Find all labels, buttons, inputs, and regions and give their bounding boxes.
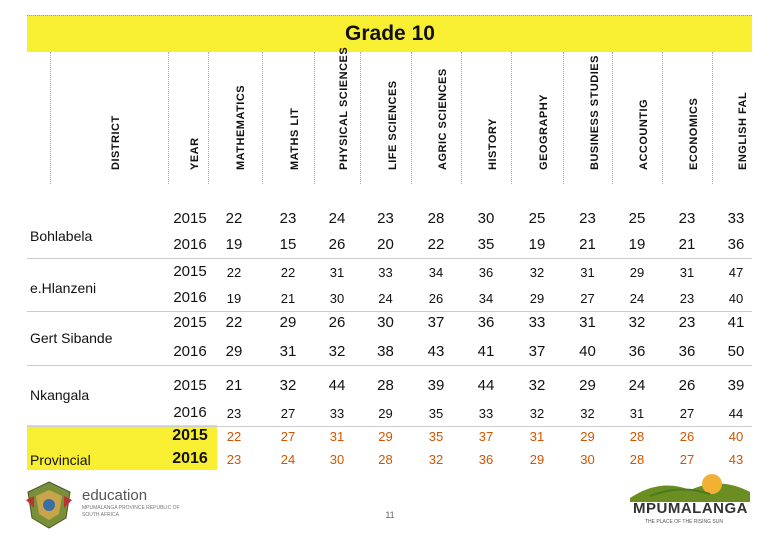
score-cell: 31 [579, 314, 596, 331]
score-cell: 26 [328, 314, 346, 331]
subject-economics-header: ECONOMICS [688, 97, 700, 170]
score-cell: 19 [528, 236, 546, 253]
score-cell: 43 [728, 452, 744, 467]
score-cell: 33 [329, 406, 345, 421]
district-label: Gert Sibande [30, 330, 113, 346]
score-cell: 37 [427, 314, 445, 331]
score-cell: 29 [279, 314, 297, 331]
page-title: Grade 10 [345, 22, 435, 45]
score-cell: 32 [580, 406, 595, 421]
score-cell: 31 [329, 429, 345, 444]
year-cell: 2016 [173, 404, 207, 421]
score-cell: 36 [477, 314, 495, 331]
row-divider [27, 258, 752, 259]
score-cell: 41 [477, 343, 495, 360]
score-cell: 32 [428, 452, 444, 467]
score-cell: 21 [678, 236, 696, 253]
score-cell: 32 [279, 377, 297, 394]
year-cell: 2015 [173, 210, 207, 227]
score-cell: 39 [427, 377, 445, 394]
score-cell: 31 [679, 265, 695, 280]
score-cell: 36 [727, 236, 745, 253]
score-cell: 29 [580, 429, 595, 444]
score-cell: 35 [428, 429, 444, 444]
score-cell: 32 [628, 314, 646, 331]
score-cell: 38 [377, 343, 394, 360]
score-cell: 32 [528, 377, 546, 394]
year-header: YEAR [189, 137, 201, 170]
score-cell: 29 [529, 291, 545, 306]
score-cell: 26 [328, 236, 346, 253]
subject-history-header: HISTORY [487, 118, 499, 170]
subject-agric-sciences-header: AGRIC SCIENCES [437, 68, 449, 170]
score-cell: 35 [477, 236, 495, 253]
score-cell: 26 [679, 429, 695, 444]
subject-english-fal-header: ENGLISH FAL [737, 91, 749, 170]
score-cell: 23 [579, 210, 596, 227]
district-header-cell [50, 52, 168, 184]
score-cell: 15 [279, 236, 297, 253]
score-cell: 29 [579, 377, 596, 394]
score-cell: 26 [678, 377, 696, 394]
subject-mathematics-header-cell [208, 52, 260, 184]
score-cell: 24 [280, 452, 296, 467]
score-cell: 37 [528, 343, 546, 360]
score-cell: 29 [378, 406, 393, 421]
score-cell: 27 [280, 429, 296, 444]
score-cell: 23 [226, 452, 242, 467]
score-cell: 30 [329, 452, 345, 467]
subject-life-sciences-header-cell [360, 52, 411, 184]
score-cell: 22 [226, 429, 242, 444]
score-cell: 19 [628, 236, 646, 253]
score-cell: 36 [478, 452, 494, 467]
subject-mathematics-header: MATHEMATICS [235, 84, 247, 170]
score-cell: 29 [529, 452, 545, 467]
year-cell: 2016 [173, 343, 207, 360]
score-cell: 27 [679, 452, 695, 467]
mpumalanga-logo-text: MPUMALANGA [633, 500, 748, 517]
coat-of-arms-icon [20, 478, 78, 535]
score-cell: 29 [629, 265, 645, 280]
year-cell: 2015 [172, 427, 208, 444]
score-cell: 29 [225, 343, 243, 360]
district-label: e.Hlanzeni [30, 280, 97, 296]
score-cell: 35 [428, 406, 444, 421]
year-cell: 2015 [173, 263, 207, 280]
district-label: Nkangala [30, 387, 90, 403]
score-cell: 39 [727, 377, 745, 394]
score-cell: 22 [280, 265, 296, 280]
score-cell: 19 [225, 236, 243, 253]
score-cell: 36 [478, 265, 494, 280]
district-label: Provincial [30, 452, 91, 468]
score-cell: 47 [728, 265, 744, 280]
subject-geography-header: GEOGRAPHY [538, 93, 550, 170]
score-cell: 30 [477, 210, 495, 227]
subject-maths-lit-header-cell [262, 52, 314, 184]
score-cell: 27 [280, 406, 296, 421]
score-cell: 33 [378, 265, 393, 280]
score-cell: 21 [225, 377, 243, 394]
score-cell: 23 [377, 210, 394, 227]
score-cell: 24 [628, 377, 646, 394]
score-cell: 24 [629, 291, 645, 306]
row-divider [27, 426, 752, 427]
subject-accountig-header-cell [612, 52, 662, 184]
score-cell: 24 [378, 291, 393, 306]
subject-english-fal-header-cell [712, 52, 760, 184]
score-cell: 34 [478, 291, 494, 306]
score-cell: 27 [580, 291, 595, 306]
score-cell: 31 [629, 406, 645, 421]
year-cell: 2016 [173, 289, 207, 306]
score-cell: 34 [428, 265, 444, 280]
score-cell: 31 [580, 265, 595, 280]
score-cell: 30 [329, 291, 345, 306]
score-cell: 40 [579, 343, 596, 360]
score-cell: 23 [226, 406, 242, 421]
score-cell: 28 [629, 452, 645, 467]
year-cell: 2015 [173, 314, 207, 331]
mpumalanga-logo-subtitle: THE PLACE OF THE RISING SUN [645, 519, 723, 525]
score-cell: 19 [226, 291, 242, 306]
subject-business-studies-header: BUSINESS STUDIES [588, 55, 601, 170]
row-divider [27, 365, 752, 366]
education-logo-subtitle: MPUMALANGA PROVINCE REPUBLIC OF SOUTH AFRICA [82, 505, 180, 518]
score-cell: 24 [328, 210, 346, 227]
subject-accountig-header: ACCOUNTIG [638, 98, 650, 170]
subject-economics-header-cell [662, 52, 712, 184]
score-cell: 23 [279, 210, 297, 227]
subject-physical-sciences-header: PHYSICAL SCIENCES [338, 46, 350, 170]
score-cell: 29 [378, 429, 393, 444]
subject-physical-sciences-header-cell [314, 46, 360, 184]
score-cell: 30 [377, 314, 394, 331]
score-cell: 36 [628, 343, 646, 360]
score-cell: 28 [629, 429, 645, 444]
score-cell: 31 [329, 265, 345, 280]
score-cell: 25 [528, 210, 546, 227]
score-cell: 33 [528, 314, 546, 331]
score-cell: 32 [529, 265, 545, 280]
score-cell: 36 [678, 343, 696, 360]
score-cell: 23 [679, 291, 695, 306]
score-cell: 41 [727, 314, 745, 331]
subject-maths-lit-header: MATHS LIT [289, 107, 301, 170]
score-cell: 28 [427, 210, 445, 227]
score-cell: 44 [328, 377, 346, 394]
row-divider [27, 311, 752, 312]
score-cell: 20 [377, 236, 394, 253]
score-cell: 30 [580, 452, 595, 467]
score-cell: 25 [628, 210, 646, 227]
subject-geography-header-cell [511, 52, 563, 184]
score-cell: 22 [226, 265, 242, 280]
score-cell: 37 [478, 429, 494, 444]
subject-history-header-cell [461, 52, 511, 184]
district-label: Bohlabela [30, 228, 93, 244]
score-cell: 21 [280, 291, 296, 306]
subject-life-sciences-header: LIFE SCIENCES [386, 80, 399, 170]
score-cell: 22 [225, 314, 243, 331]
score-cell: 22 [427, 236, 445, 253]
score-cell: 26 [428, 291, 444, 306]
score-cell: 32 [328, 343, 346, 360]
score-cell: 33 [478, 406, 494, 421]
year-cell: 2016 [173, 236, 207, 253]
year-header-cell [168, 52, 208, 184]
score-cell: 28 [378, 452, 393, 467]
score-cell: 32 [529, 406, 545, 421]
score-cell: 33 [727, 210, 745, 227]
score-cell: 44 [477, 377, 495, 394]
score-cell: 43 [427, 343, 445, 360]
year-cell: 2016 [172, 450, 208, 467]
score-cell: 28 [377, 377, 394, 394]
score-cell: 23 [678, 314, 696, 331]
score-cell: 21 [579, 236, 596, 253]
score-cell: 23 [678, 210, 696, 227]
page-number: 11 [385, 510, 395, 520]
score-cell: 31 [279, 343, 297, 360]
score-cell: 22 [225, 210, 243, 227]
score-cell: 50 [727, 343, 745, 360]
score-cell: 40 [728, 429, 744, 444]
year-cell: 2015 [173, 377, 207, 394]
subject-agric-sciences-header-cell [411, 52, 461, 184]
subject-business-studies-header-cell [563, 52, 612, 184]
education-logo-text: education [82, 487, 148, 504]
score-cell: 40 [728, 291, 744, 306]
score-cell: 44 [728, 406, 744, 421]
score-cell: 27 [679, 406, 695, 421]
score-cell: 31 [529, 429, 545, 444]
district-header: DISTRICT [110, 115, 122, 170]
